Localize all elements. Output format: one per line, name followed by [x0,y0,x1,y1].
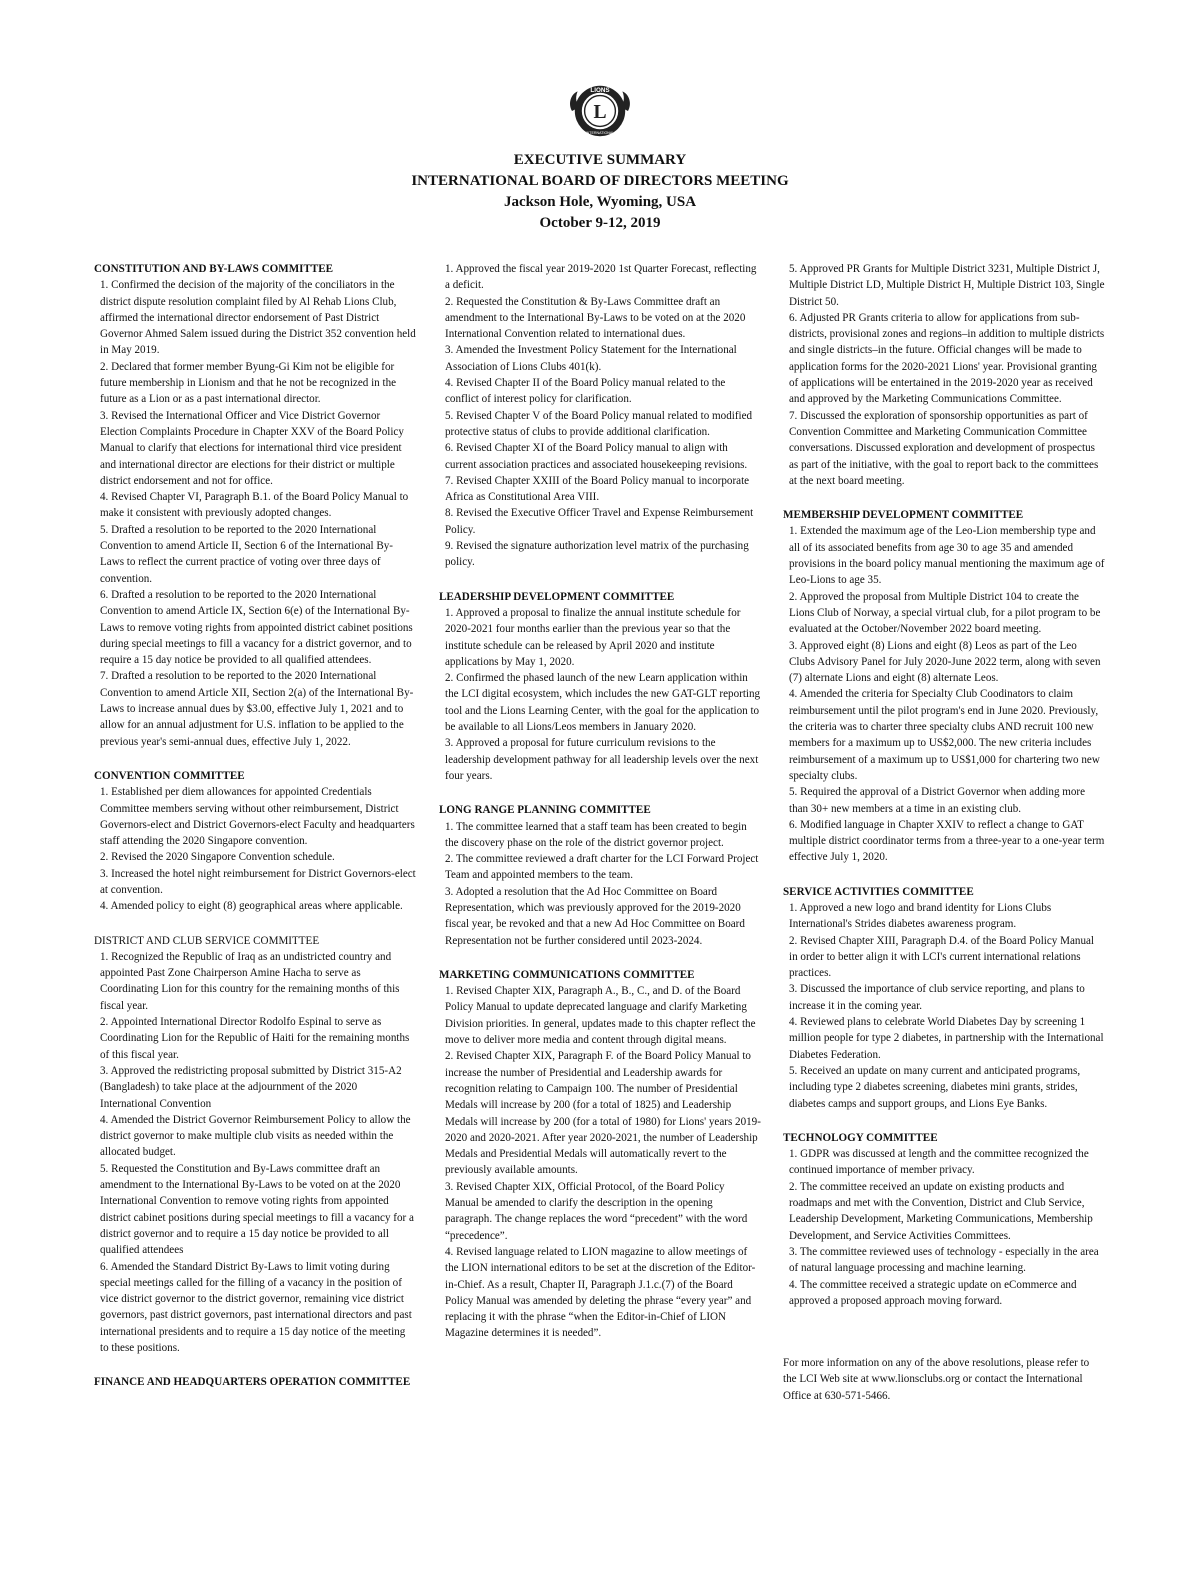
resolution-item: 5. Approved PR Grants for Multiple District 3231, Multiple District J, Multiple District LD, Multiple District H, Multiple District 103, Single District 50. [789,263,1105,308]
section-marketing-communications-committee [439,967,761,1342]
section-heading: MARKETING COMMUNICATIONS COMMITTEE [439,968,695,981]
resolution-item: 2. The committee reviewed a draft charter for the LCI Forward Project Team and appointed members to the team. [445,853,759,882]
resolution-item: 4. Amended the District Governor Reimbursement Policy to allow the district governor to make multiple club visits as needed within the allocated budget. [100,1113,411,1159]
resolution-item: 3. Revised the International Officer and Vice District Governor Election Complaints Procedure in Chapter XXV of the Board Policy Manual to clarify that elections for international third vice president and international director are elections for their district or multiple district endorsement and not for office. [100,409,404,487]
resolution-item: 5. Drafted a resolution to be reported to the 2020 International Convention to amend Article II, Section 6 of the International By-Laws to reflect the current practice of voting over three days of convention. [100,523,393,585]
resolution-item: 1. Approved a new logo and brand identity for Lions Clubs International's Strides diabetes awareness program. [789,901,1052,931]
column-3-sections [783,261,1105,1309]
resolution-item: 2. Approved the proposal from Multiple District 104 to create the Lions Club of Norway, a special virtual club, for a pilot program to be evaluated at the October/November 2022 board meeting. [789,590,1101,636]
column-3 [783,261,1105,1415]
header-title: EXECUTIVE SUMMARY [513,152,687,168]
resolution-item: 3. Approved the redistricting proposal submitted by District 315-A2 (Bangladesh) to take place at the adjournment of the 2020 International Convention [100,1064,402,1110]
section-technology-committee [783,1130,1105,1309]
resolution-item: 8. Revised the Executive Officer Travel and Expense Reimbursement Policy. [445,507,754,536]
resolution-item: 4. Reviewed plans to celebrate World Diabetes Day by screening 1 million people for type 2 diabetes, in partnership with the International Diabetes Federation. [789,1016,1104,1061]
resolution-item: 9. Revised the signature authorization level matrix of the purchasing policy. [445,540,749,569]
resolution-item: 1. GDPR was discussed at length and the committee recognized the continued importance of member privacy. [789,1148,1089,1177]
resolution-item: 3. Revised Chapter XIX, Official Protocol, of the Board Policy Manual be amended to clarify the description in the opening paragraph. The change replaces the word “precedent” with the word “precedence”. [445,1180,748,1242]
header-subtitle: INTERNATIONAL BOARD OF DIRECTORS MEETING [411,173,789,189]
logo-letter: L [593,102,607,123]
resolution-item: 5. Required the approval of a District Governor when adding more than 30+ new members at a time in an existing club. [789,786,1086,815]
logo-bottom-text: INTERNATIONAL [585,131,615,136]
resolution-item: 3. Discussed the importance of club service reporting, and plans to increase it in the coming year. [789,983,1085,1012]
resolution-item: 3. Approved a proposal for future curriculum revisions to the leadership development pathway for all leadership levels over the next four years. [445,737,759,782]
resolution-item: 1. Confirmed the decision of the majority of the conciliators in the district dispute resolution complaint filed by Al Rehab Lions Club, affirmed the international director endorsement of Past District Governor Ahmed Salem issued during the District 352 convention held in May 2019. [100,279,416,357]
resolution-item: 7. Drafted a resolution to be reported to the 2020 International Convention to amend Article XII, Section 2(a) of the International By-Laws to increase annual dues by $3.00, effective July 1, 2021 and to allow for an annual adjustment for U.S. inflation to be applied to the previous year's semi-annual dues, effective July 1, 2022. [100,670,414,748]
section-heading: TECHNOLOGY COMMITTEE [783,1131,938,1144]
resolution-item: 2. The committee received an update on existing products and roadmaps and met with the Convention, District and Club Service, Leadership Development, Marketing Communications, Membership Development, and Service Activities Committees. [789,1180,1093,1242]
resolution-item: 1. Approved the fiscal year 2019-2020 1st Quarter Forecast, reflecting a deficit. [445,263,757,292]
resolution-item: 4. Revised Chapter II of the Board Policy manual related to the conflict of interest policy for clarification. [445,377,726,406]
resolution-item: 3. Adopted a resolution that the Ad Hoc Committee on Board Representation, which was previously approved for the 2019-2020 fiscal year, be revoked and that a new Ad Hoc Committee on Board Representation not be further considered until 2023-2024. [445,885,745,947]
section-heading: MEMBERSHIP DEVELOPMENT COMMITTEE [783,509,1024,522]
resolution-item: 1. Approved a proposal to finalize the annual institute schedule for 2020-2021 four months earlier than the previous year so that the institute schedule can be released by April 2020 and institute applications by May 1, 2020. [445,606,741,668]
section-heading: LONG RANGE PLANNING COMMITTEE [439,804,651,817]
resolution-item: 1. Recognized the Republic of Iraq as an undistricted country and appointed Past Zone Chairperson Amine Hacha to serve as Coordinating Lion for this country for the remaining months of this fiscal year. [100,950,400,1012]
section-heading: DISTRICT AND CLUB SERVICE COMMITTEE [94,934,320,947]
document-header [0,150,1200,234]
resolution-item: 1. Revised Chapter XIX, Paragraph A., B., C., and D. of the Board Policy Manual to update deprecated language and clarify Marketing Division priorities. In general, updates made to this chapter reflect the move to deliver more media and content through digital means. [445,985,756,1047]
resolution-item: 6. Amended the Standard District By-Laws to limit voting during special meetings called for the filling of a vacancy in the position of vice district governor to the district governor, remaining vice district governors, past district governors, past international directors and past international presidents and to require a 15 day notice of the meeting to these positions. [100,1260,412,1354]
section-heading: FINANCE AND HEADQUARTERS OPERATION COMMITTEE [94,1376,411,1389]
resolution-item: 6. Adjusted PR Grants criteria to allow for applications from sub-districts, provisional zones and regions–in addition to multiple districts and single districts–in the future. Official changes will be made to application forms for the 2020-2021 Lions' year. Provisional granting of applications will be entertained in the 2019-2020 year as received and approved by the Marketing Communications Committee. [789,311,1105,406]
column-1 [94,261,416,1391]
section-heading: SERVICE ACTIVITIES COMMITTEE [783,885,974,898]
section-district-and-club-service-committee [94,933,416,1357]
col2-continued-section [439,261,761,571]
resolution-item: 3. Increased the hotel night reimbursement for District Governors-elect at convention. [100,867,416,896]
section-heading: CONVENTION COMMITTEE [94,769,245,782]
section-constitution-and-by-laws-committee [94,261,416,750]
resolution-item: 4. Amended policy to eight (8) geographical areas where applicable. [100,900,403,913]
resolution-item: 5. Requested the Constitution and By-Laws committee draft an amendment to the International By-Laws to be voted on at the 2020 International Convention to remove voting rights from appointed district cabinet positions during special meetings to fill a vacancy for a district governor and to require a 15 day notice be provided to all qualified attendees [100,1162,414,1257]
logo-top-text: LIONS [590,87,610,95]
resolution-item: 4. Amended the criteria for Specialty Club Coodinators to claim reimbursement until the pilot program's end in June 2020. Previously, the criteria was to charter three specialty clubs AND recruit 100 new members for a maximum up to US$2,000. The new criteria includes reimbursement of a maximum up to US$1,000 for chartering two new specialty clubs. [789,688,1100,782]
resolution-item: 2. Revised the 2020 Singapore Convention schedule. [100,851,335,864]
resolution-item: 2. Requested the Constitution & By-Laws Committee draft an amendment to the International By-Laws to be voted on at the 2020 International Convention related to international dues. [445,295,746,341]
section-convention-committee [94,768,416,915]
resolution-item: 1. Extended the maximum age of the Leo-Lion membership type and all of its associated benefits from age 30 to age 35 and amended provisions in the board policy manual mentioning the maximum age of Leo-Lions to age 35. [789,525,1105,587]
section-heading: CONSTITUTION AND BY-LAWS COMMITTEE [94,263,334,275]
resolution-item: 4. Revised Chapter VI, Paragraph B.1. of the Board Policy Manual to make it consistent with previously adopted changes. [100,491,409,520]
resolution-item: 1. The committee learned that a staff team has been created to begin the discovery phase on the role of the district governor project. [445,820,747,849]
col3-continued-section [783,261,1105,489]
resolution-item: 5. Revised Chapter V of the Board Policy manual related to modified protective status of clubs to provide additional clarification. [445,409,753,438]
resolution-item: 2. Confirmed the phased launch of the new Learn application within the LCI digital ecosystem, which includes the new GAT-GLT reporting tool and the Lions Learning Center, with the goal for the application to be available to all Lions/Leos members in January 2020. [445,672,761,734]
lions-international-logo-icon [565,76,635,146]
resolution-item: 7. Discussed the exploration of sponsorship opportunities as part of Convention Committee and Marketing Communication Committee conversations. Discussed exploration and development of prospectus as part of the initiative, with the goal to report back to the committees at the next board meeting. [789,409,1099,487]
resolution-item: 3. Amended the Investment Policy Statement for the International Association of Lions Clubs 401(k). [445,344,737,373]
resolution-item: 6. Drafted a resolution to be reported to the 2020 International Convention to amend Article IX, Section 6(e) of the International By-Laws to remove voting rights from appointed district cabinet positions during special meetings to fill a vacancy for a district governor, and to require a 15 day notice be provided to all qualified attendees. [100,588,413,667]
column-2 [439,261,761,1342]
resolution-item: 2. Appointed International Director Rodolfo Espinal to serve as Coordinating Lion for the Republic of Haiti for the remaining months of this fiscal year. [100,1016,410,1061]
resolution-item: 3. Approved eight (8) Lions and eight (8) Leos as part of the Leo Clubs Advisory Panel for July 2020-June 2022 term, along with seven (7) alternate Lions and eight (8) alternate Leos. [789,639,1101,685]
contact-footer: For more information on any of the above resolutions, please refer to the LCI Web site at www.lionsclubs.org or contact the International Office at 630-571-5466. [783,1357,1090,1402]
header-date: October 9-12, 2019 [539,215,661,231]
resolution-item: 4. Revised language related to LION magazine to allow meetings of the LION international editors to be set at the discretion of the Editor-in-Chief. As a result, Chapter II, Paragraph J.1.c.(7) of the Board Policy Manual was amended by deleting the phrase “every year” and replacing it with the phrase “when the Editor-in-Chief of LION Magazine determines it is needed”. [445,1245,756,1340]
resolution-item: 6. Modified language in Chapter XXIV to reflect a change to GAT multiple district coordinator terms from a three-year to a one-year term effective July 1, 2020. [789,818,1105,864]
resolution-item: 5. Received an update on many current and anticipated programs, including type 2 diabetes screening, diabetes mini grants, strides, diabetes camps and support groups, and Lions Eye Banks. [789,1064,1081,1110]
resolution-item: 7. Revised Chapter XXIII of the Board Policy manual to incorporate Africa as Constitutional Area VIII. [445,474,750,504]
section-heading: LEADERSHIP DEVELOPMENT COMMITTEE [439,590,675,603]
header-location: Jackson Hole, Wyoming, USA [503,194,697,210]
resolution-item: 1. Established per diem allowances for appointed Credentials Committee members serving without other reimbursement, District Governors-elect and District Governors-elect Faculty and headquarters staff attending the 2020 Singapore convention. [100,786,415,848]
section-finance-and-headquarters-operation-committee [94,1374,416,1390]
resolution-item: 3. The committee reviewed uses of technology - especially in the area of natural language processing and machine learning. [789,1245,1099,1275]
section-membership-development-committee [783,507,1105,866]
resolution-item: 2. Revised Chapter XIX, Paragraph F. of the Board Policy Manual to increase the number of Presidential and Leadership awards for recognition relating to Campaign 100. The number of Presidential Medals will increase by 200 (for a total of 1825) and Leadership Medals will increase by 200 (for a total of 1980) for Lions' years 2019-2020 and 2020-2021. After year 2020-2021, the number of Leadership Medals and Presidential Medals will automatically revert to the previously available amounts. [445,1050,761,1177]
section-long-range-planning-committee [439,802,761,949]
section-leadership-development-committee [439,589,761,785]
section-service-activities-committee [783,884,1105,1112]
resolution-item: 2. Declared that former member Byung-Gi Kim not be eligible for future membership in Lionism and that he not be recognized in the future as a Lion or as a past international director. [100,360,397,406]
resolution-item: 6. Revised Chapter XI of the Board Policy manual to align with current association practices and associated housekeeping revisions. [445,442,748,471]
resolution-item: 2. Revised Chapter XIII, Paragraph D.4. of the Board Policy Manual in order to better align it with LCI's current international relations practices. [789,934,1095,980]
resolution-item: 4. The committee received a strategic update on eCommerce and approved a proposed approach moving forward. [789,1278,1077,1307]
